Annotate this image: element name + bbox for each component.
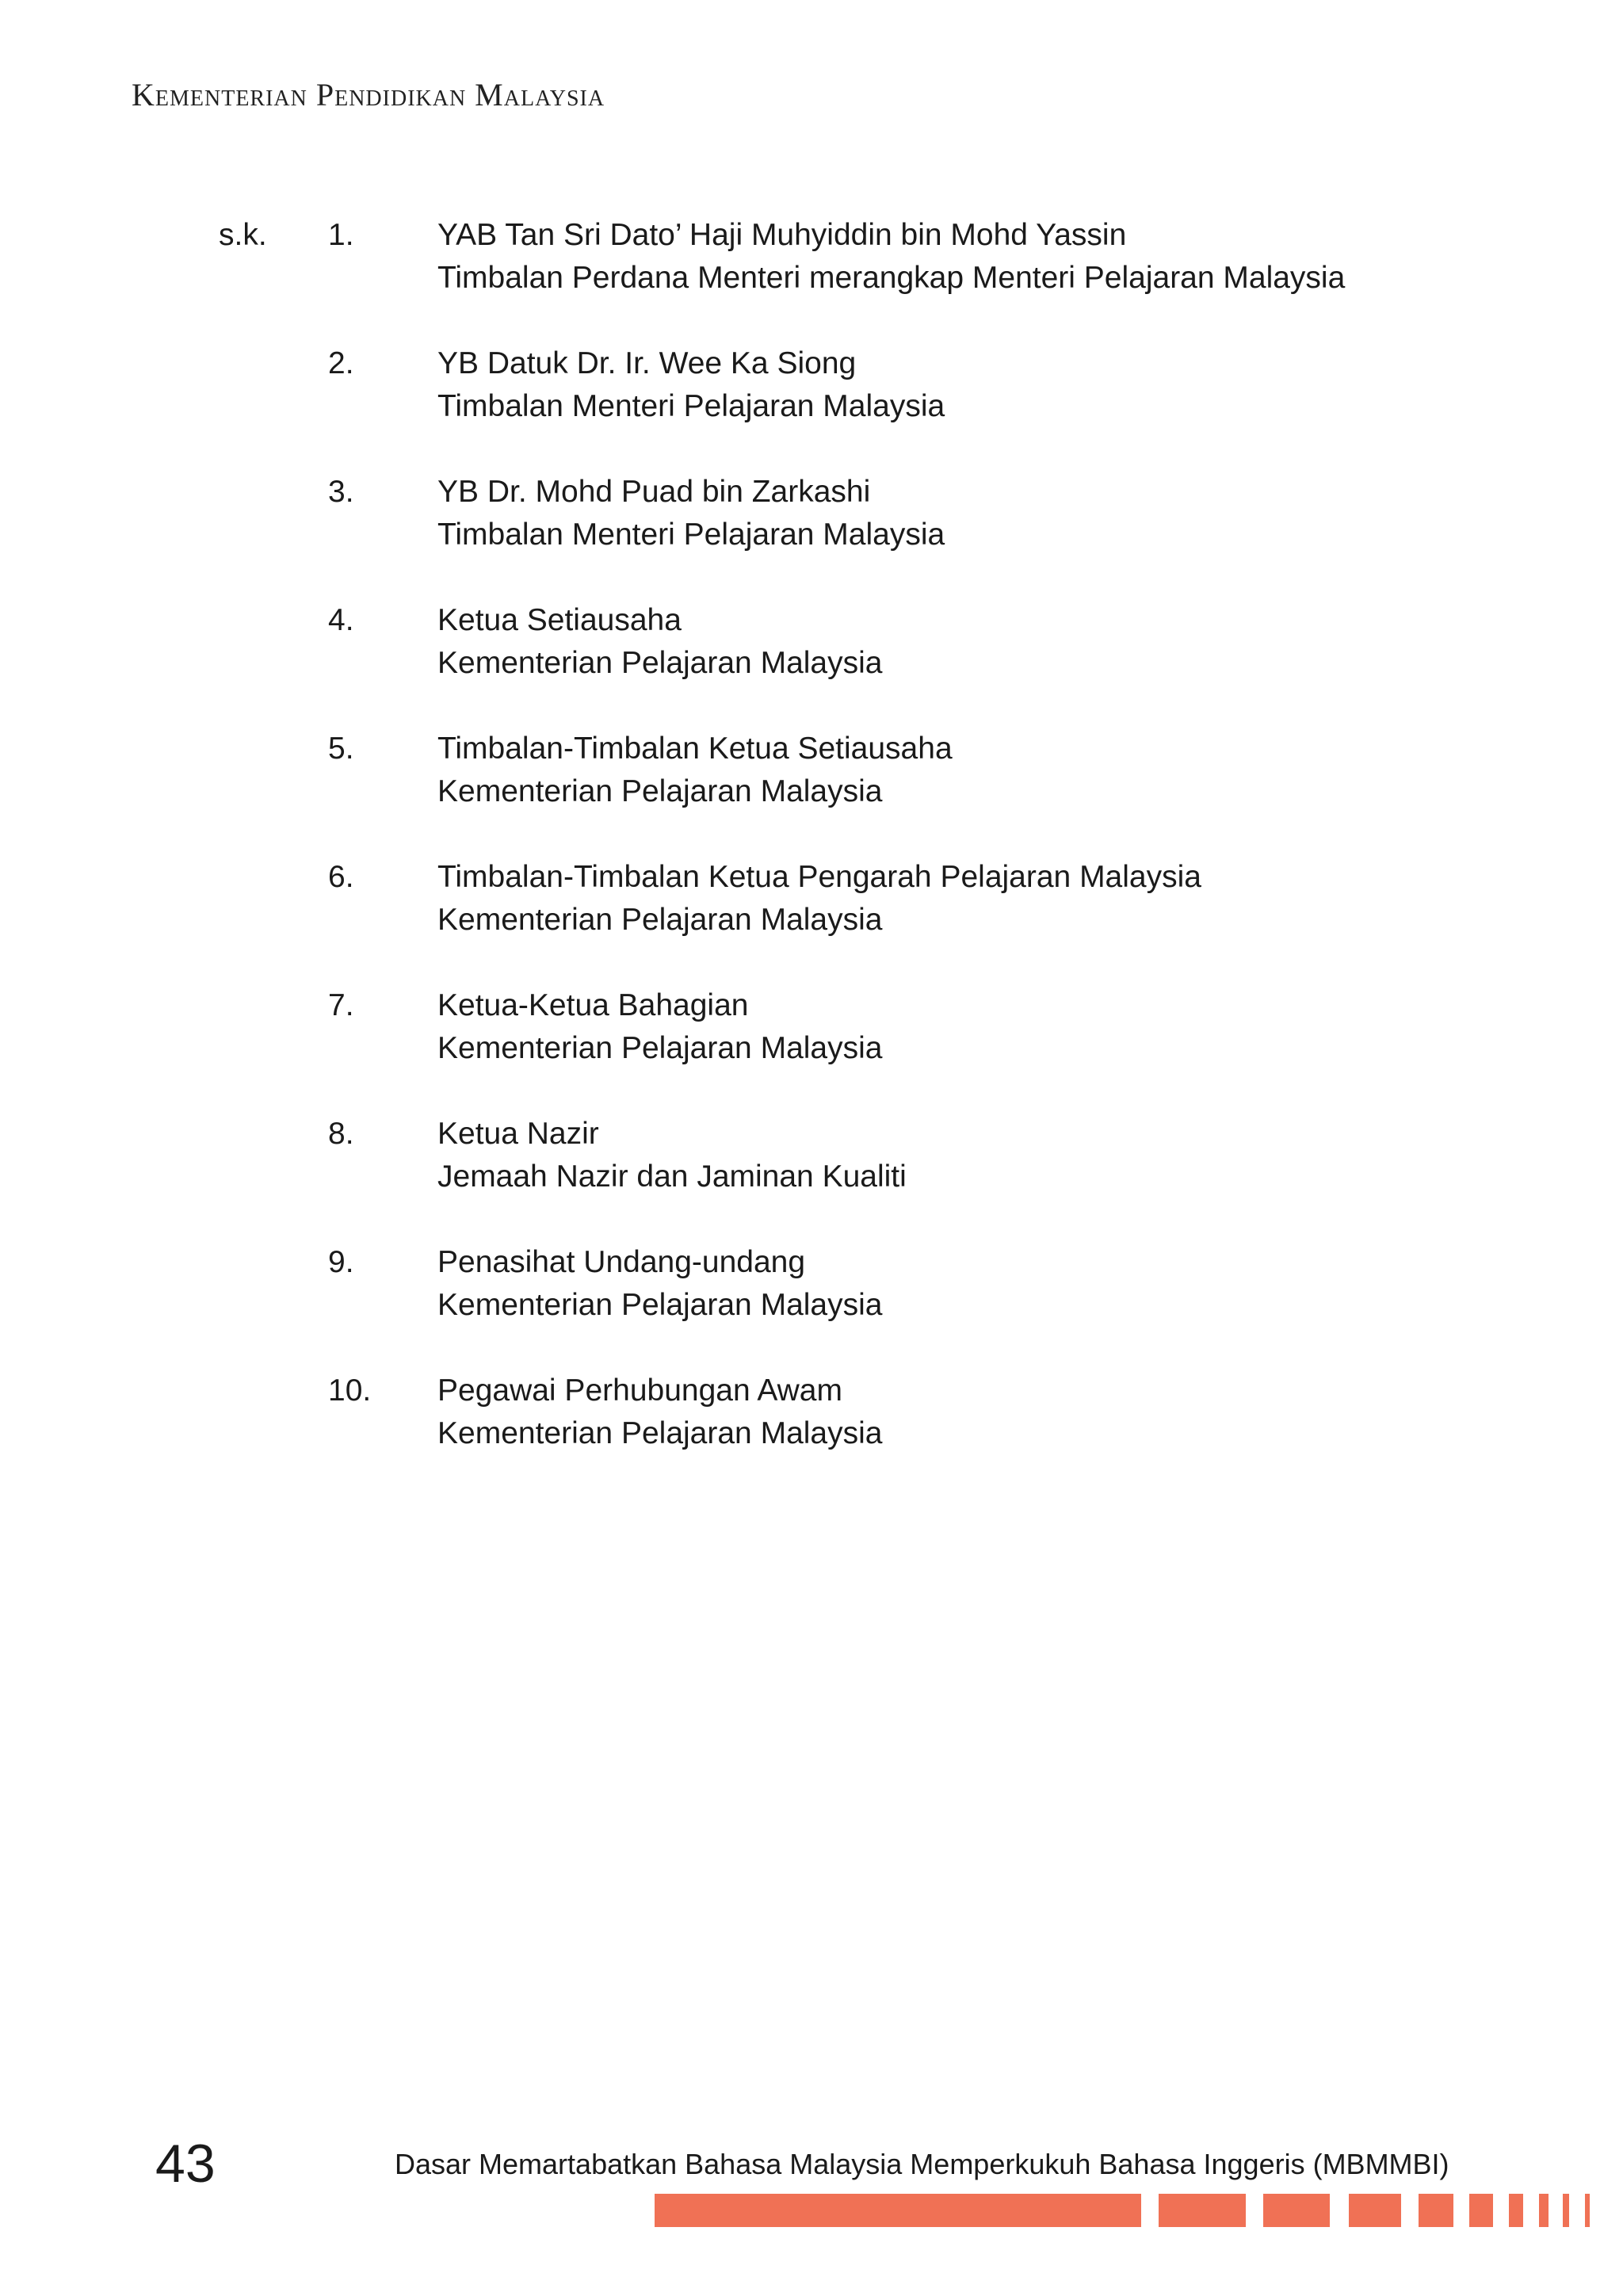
recipient-list bbox=[0, 214, 1623, 1498]
recipient-position: Kementerian Pelajaran Malaysia bbox=[437, 774, 883, 808]
footer-bar bbox=[1539, 2194, 1549, 2227]
recipient-name: YB Dr. Mohd Puad bin Zarkashi bbox=[437, 475, 871, 509]
list-item bbox=[0, 599, 1623, 728]
recipient-position: Kementerian Pelajaran Malaysia bbox=[437, 646, 883, 680]
list-item bbox=[0, 728, 1623, 856]
list-item bbox=[0, 984, 1623, 1113]
footer-bar bbox=[655, 2194, 1141, 2227]
item-number: 10. bbox=[328, 1373, 372, 1408]
list-item bbox=[0, 1241, 1623, 1370]
list-item bbox=[0, 342, 1623, 471]
cc-label: s.k. bbox=[219, 218, 267, 252]
running-header: Kementerian Pendidikan Malaysia bbox=[132, 77, 605, 113]
recipient-position: Kementerian Pelajaran Malaysia bbox=[437, 1031, 883, 1065]
recipient-position: Kementerian Pelajaran Malaysia bbox=[437, 903, 883, 937]
recipient-position: Jemaah Nazir dan Jaminan Kualiti bbox=[437, 1159, 907, 1194]
recipient-name: Penasihat Undang-undang bbox=[437, 1245, 806, 1279]
recipient-position: Kementerian Pelajaran Malaysia bbox=[437, 1416, 883, 1450]
recipient-position: Timbalan Menteri Pelajaran Malaysia bbox=[437, 518, 945, 552]
recipient-name: Timbalan-Timbalan Ketua Setiausaha bbox=[437, 732, 953, 766]
recipient-position: Timbalan Perdana Menteri merangkap Menteri Pelajaran Malaysia bbox=[437, 261, 1346, 295]
recipient-name: Ketua-Ketua Bahagian bbox=[437, 988, 749, 1022]
footer-bar bbox=[1419, 2194, 1453, 2227]
item-number: 5. bbox=[328, 732, 354, 766]
list-item bbox=[0, 1113, 1623, 1241]
item-number: 4. bbox=[328, 603, 354, 637]
recipient-name: Ketua Setiausaha bbox=[437, 603, 682, 637]
item-number: 7. bbox=[328, 988, 354, 1022]
item-number: 9. bbox=[328, 1245, 354, 1279]
recipient-name: Ketua Nazir bbox=[437, 1117, 599, 1151]
item-number: 2. bbox=[328, 346, 354, 380]
footer-bar bbox=[1349, 2194, 1401, 2227]
item-number: 3. bbox=[328, 475, 354, 509]
footer-bar bbox=[1563, 2194, 1569, 2227]
list-item bbox=[0, 856, 1623, 984]
list-item bbox=[0, 1370, 1623, 1498]
footer-bar bbox=[1469, 2194, 1493, 2227]
footer-bar bbox=[1509, 2194, 1523, 2227]
item-number: 6. bbox=[328, 860, 354, 894]
list-item bbox=[0, 214, 1623, 342]
footer-bar bbox=[1263, 2194, 1330, 2227]
item-number: 8. bbox=[328, 1117, 354, 1151]
footer-title: Dasar Memartabatkan Bahasa Malaysia Memperkukuh Bahasa Inggeris (MBMMBI) bbox=[395, 2148, 1449, 2180]
recipient-position: Kementerian Pelajaran Malaysia bbox=[437, 1288, 883, 1322]
recipient-name: YAB Tan Sri Dato’ Haji Muhyiddin bin Mohd Yassin bbox=[437, 218, 1127, 252]
footer-decorative-bars bbox=[0, 2194, 1623, 2227]
list-item bbox=[0, 471, 1623, 599]
recipient-name: YB Datuk Dr. Ir. Wee Ka Siong bbox=[437, 346, 857, 380]
recipient-position: Timbalan Menteri Pelajaran Malaysia bbox=[437, 389, 945, 423]
recipient-name: Pegawai Perhubungan Awam bbox=[437, 1373, 842, 1408]
footer-bar bbox=[1159, 2194, 1246, 2227]
recipient-name: Timbalan-Timbalan Ketua Pengarah Pelajaran Malaysia bbox=[437, 860, 1201, 894]
item-number: 1. bbox=[328, 218, 354, 252]
footer-bar bbox=[1585, 2194, 1590, 2227]
page-number: 43 bbox=[155, 2134, 216, 2194]
